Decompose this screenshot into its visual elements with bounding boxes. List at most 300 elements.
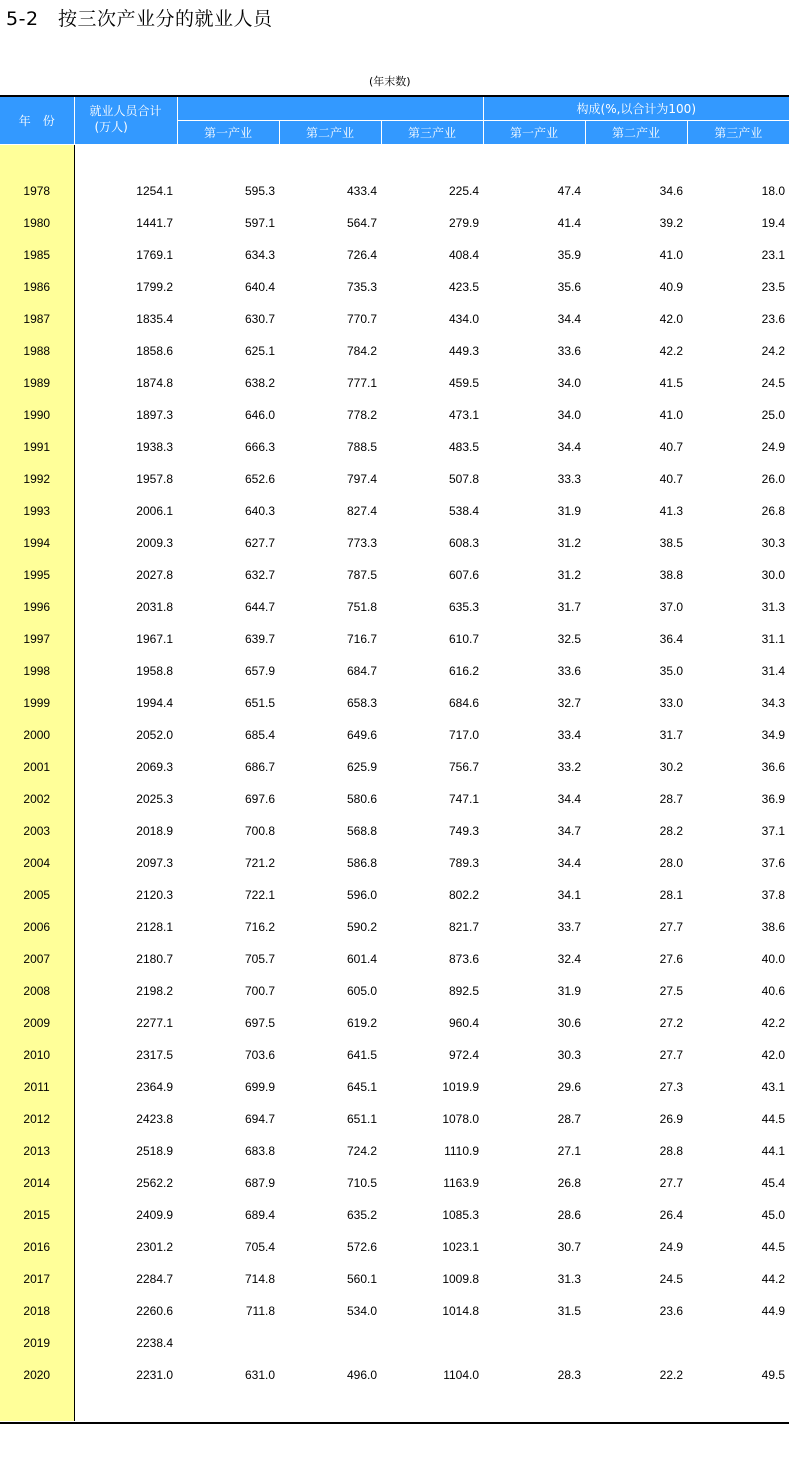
primary-share-cell: 34.4: [557, 856, 582, 870]
secondary-count-cell: 601.4: [346, 952, 377, 966]
secondary-share-cell: 24.9: [659, 1240, 684, 1254]
tertiary-count-cell: 789.3: [448, 856, 480, 870]
total-cell: 2128.1: [136, 920, 173, 934]
tertiary-count-cell: 483.5: [448, 440, 480, 454]
tertiary-share-cell: 23.1: [761, 248, 786, 262]
secondary-count-cell: 827.4: [346, 504, 377, 518]
total-cell: 1897.3: [136, 408, 173, 422]
tertiary-share-cell: 30.0: [761, 568, 786, 582]
secondary-share-cell: 41.3: [659, 504, 684, 518]
tertiary-count-cell: 608.3: [448, 536, 480, 550]
secondary-count-cell: 773.3: [346, 536, 377, 550]
tertiary-count-cell: 1009.8: [442, 1272, 480, 1286]
primary-share-cell: 28.6: [557, 1208, 582, 1222]
primary-share-cell: 34.0: [557, 408, 582, 422]
secondary-count-cell: 787.5: [346, 568, 377, 582]
table-row: [0, 559, 789, 591]
count-group-header: [177, 97, 483, 121]
secondary-share-cell: 28.0: [659, 856, 684, 870]
year-cell: 2002: [0, 783, 74, 815]
total-cell: 1835.4: [136, 312, 173, 326]
year-cell: [0, 145, 74, 176]
tertiary-count-cell: 717.0: [448, 728, 480, 742]
tertiary-share-cell: 18.0: [761, 184, 786, 198]
secondary-share-cell: 30.2: [659, 760, 684, 774]
primary-share-cell: 32.5: [557, 632, 582, 646]
primary-count-cell: 686.7: [244, 760, 275, 774]
primary-share-cell: 30.3: [557, 1048, 582, 1062]
primary-count-cell: 595.3: [244, 184, 275, 198]
primary-share-header: 第一产业: [483, 121, 585, 145]
year-cell: 1986: [0, 271, 74, 303]
year-cell: 2008: [0, 975, 74, 1007]
primary-share-cell: 31.5: [557, 1304, 582, 1318]
total-cell: 1967.1: [136, 632, 173, 646]
primary-count-cell: 714.8: [244, 1272, 275, 1286]
tertiary-count-cell: 802.2: [448, 888, 480, 902]
year-cell: 2012: [0, 1103, 74, 1135]
primary-count-header: 第一产业: [177, 121, 279, 145]
total-cell: 2198.2: [136, 984, 173, 998]
primary-count-cell: 597.1: [244, 216, 275, 230]
secondary-share-cell: 34.6: [659, 184, 684, 198]
tertiary-share-cell: 31.4: [761, 664, 786, 678]
primary-share-cell: 33.7: [557, 920, 582, 934]
table-row: [0, 719, 789, 751]
primary-count-cell: 625.1: [244, 344, 275, 358]
table-row: [0, 783, 789, 815]
tertiary-share-cell: 37.8: [761, 888, 786, 902]
total-cell: 2562.2: [136, 1176, 173, 1190]
tertiary-share-cell: 44.9: [761, 1304, 786, 1318]
primary-count-cell: 644.7: [244, 600, 275, 614]
tertiary-share-cell: 43.1: [761, 1080, 786, 1094]
tertiary-share-cell: 42.2: [761, 1016, 786, 1030]
primary-count-cell: 631.0: [244, 1368, 275, 1382]
tertiary-count-cell: 610.7: [448, 632, 480, 646]
primary-count-cell: 721.2: [244, 856, 275, 870]
total-cell: 1769.1: [136, 248, 173, 262]
tertiary-share-cell: 23.5: [761, 280, 786, 294]
spacer-cell: [74, 145, 789, 176]
table-row: [0, 1167, 789, 1199]
secondary-count-cell: 751.8: [346, 600, 377, 614]
total-cell: 1994.4: [136, 696, 173, 710]
year-cell: 2011: [0, 1071, 74, 1103]
primary-share-cell: 35.9: [557, 248, 582, 262]
total-cell: 1958.8: [136, 664, 173, 678]
primary-share-cell: 34.7: [557, 824, 582, 838]
primary-share-cell: 41.4: [557, 216, 582, 230]
tertiary-count-cell: 616.2: [448, 664, 480, 678]
year-cell: 2000: [0, 719, 74, 751]
year-header: 年 份: [0, 97, 74, 145]
secondary-share-cell: 40.7: [659, 472, 684, 486]
page-title: 5-2 按三次产业分的就业人员: [6, 8, 273, 30]
year-cell: 1987: [0, 303, 74, 335]
secondary-share-cell: 27.2: [659, 1016, 684, 1030]
secondary-count-cell: 649.6: [346, 728, 377, 742]
primary-share-cell: 33.2: [557, 760, 582, 774]
tertiary-count-cell: 749.3: [448, 824, 480, 838]
total-header-label: 就业人员合计: [89, 104, 162, 118]
tertiary-count-cell: 1104.0: [443, 1368, 480, 1382]
secondary-count-cell: 433.4: [346, 184, 377, 198]
total-cell: 2423.8: [136, 1112, 173, 1126]
employment-table-container: [0, 95, 789, 1424]
primary-share-cell: 31.2: [557, 568, 582, 582]
year-cell: 2006: [0, 911, 74, 943]
secondary-share-header: 第二产业: [585, 121, 687, 145]
secondary-count-cell: 641.5: [346, 1048, 377, 1062]
primary-share-cell: 29.6: [557, 1080, 582, 1094]
year-cell: [0, 1391, 74, 1421]
primary-count-cell: 627.7: [244, 536, 275, 550]
secondary-count-cell: 568.8: [346, 824, 377, 838]
tertiary-count-cell: 821.7: [448, 920, 480, 934]
total-cell: 2180.7: [136, 952, 173, 966]
table-row: [0, 1199, 789, 1231]
primary-count-cell: [177, 1327, 279, 1359]
spacer-row: [0, 145, 789, 176]
tertiary-share-cell: 34.9: [761, 728, 786, 742]
primary-share-cell: 33.6: [557, 344, 582, 358]
year-cell: 1994: [0, 527, 74, 559]
tertiary-share-cell: 40.0: [761, 952, 786, 966]
secondary-share-cell: 42.2: [659, 344, 684, 358]
secondary-count-cell: 625.9: [346, 760, 377, 774]
primary-count-cell: 685.4: [244, 728, 275, 742]
tertiary-share-cell: 44.2: [761, 1272, 786, 1286]
primary-count-cell: 640.4: [244, 280, 275, 294]
secondary-share-cell: 26.4: [659, 1208, 684, 1222]
primary-count-cell: 639.7: [244, 632, 275, 646]
tertiary-share-cell: 45.4: [761, 1176, 786, 1190]
secondary-share-cell: 27.3: [659, 1080, 684, 1094]
total-cell: 2277.1: [136, 1016, 173, 1030]
primary-share-cell: 30.6: [557, 1016, 582, 1030]
secondary-share-cell: 41.5: [659, 376, 684, 390]
secondary-share-cell: 28.2: [659, 824, 684, 838]
total-cell: 2301.2: [136, 1240, 173, 1254]
secondary-share-cell: 36.4: [659, 632, 684, 646]
tertiary-count-cell: 684.6: [448, 696, 480, 710]
primary-share-cell: 28.3: [557, 1368, 582, 1382]
primary-share-cell: 34.0: [557, 376, 582, 390]
secondary-count-cell: 658.3: [346, 696, 377, 710]
primary-count-cell: 700.8: [244, 824, 275, 838]
secondary-share-cell: 40.7: [659, 440, 684, 454]
primary-share-cell: 30.7: [557, 1240, 582, 1254]
year-cell: 1998: [0, 655, 74, 687]
table-row: [0, 751, 789, 783]
primary-share-cell: 34.4: [557, 792, 582, 806]
primary-count-cell: 638.2: [244, 376, 275, 390]
tertiary-share-cell: 26.8: [761, 504, 786, 518]
tertiary-count-cell: 1078.0: [442, 1112, 480, 1126]
secondary-count-cell: 596.0: [346, 888, 377, 902]
total-cell: 2317.5: [136, 1048, 173, 1062]
tertiary-count-cell: 225.4: [448, 184, 480, 198]
secondary-share-cell: 38.5: [659, 536, 684, 550]
tertiary-share-cell: 44.5: [761, 1240, 786, 1254]
tertiary-share-cell: 36.6: [761, 760, 786, 774]
secondary-share-cell: 28.7: [659, 792, 684, 806]
secondary-count-cell: 770.7: [346, 312, 377, 326]
year-cell: 1993: [0, 495, 74, 527]
table-row: [0, 1103, 789, 1135]
year-cell: 1978: [0, 175, 74, 207]
primary-count-cell: 689.4: [244, 1208, 275, 1222]
secondary-count-cell: 590.2: [346, 920, 377, 934]
table-row: [0, 239, 789, 271]
tertiary-share-cell: 49.5: [761, 1368, 786, 1382]
total-cell: 2238.4: [136, 1336, 173, 1350]
year-cell: 2016: [0, 1231, 74, 1263]
secondary-share-cell: 24.5: [659, 1272, 684, 1286]
secondary-count-cell: 651.1: [346, 1112, 377, 1126]
year-cell: 2014: [0, 1167, 74, 1199]
secondary-share-cell: 28.1: [659, 888, 684, 902]
secondary-count-cell: 564.7: [346, 216, 377, 230]
tertiary-count-cell: 538.4: [448, 504, 480, 518]
secondary-share-cell: 27.6: [659, 952, 684, 966]
secondary-count-cell: 777.1: [346, 376, 377, 390]
tertiary-count-cell: 1110.9: [444, 1144, 480, 1158]
table-row: [0, 463, 789, 495]
table-row: [0, 847, 789, 879]
tertiary-share-cell: 31.1: [761, 632, 786, 646]
primary-share-cell: 31.2: [557, 536, 582, 550]
primary-share-cell: [483, 1327, 585, 1359]
filler-cell: [74, 1391, 789, 1421]
table-row: [0, 527, 789, 559]
employment-table: [0, 97, 789, 1421]
total-cell: 1254.1: [136, 184, 173, 198]
total-cell: 1957.8: [136, 472, 173, 486]
primary-count-cell: 646.0: [244, 408, 275, 422]
year-cell: 2003: [0, 815, 74, 847]
primary-count-cell: 657.9: [244, 664, 275, 678]
total-cell: 1799.2: [136, 280, 173, 294]
secondary-share-cell: 27.7: [659, 1176, 684, 1190]
secondary-share-cell: 39.2: [659, 216, 684, 230]
table-row: [0, 303, 789, 335]
tertiary-count-cell: 960.4: [448, 1016, 480, 1030]
tertiary-share-cell: 24.2: [761, 344, 786, 358]
table-row: [0, 1039, 789, 1071]
tertiary-share-cell: 31.3: [761, 600, 786, 614]
secondary-count-cell: 710.5: [346, 1176, 377, 1190]
year-cell: 2004: [0, 847, 74, 879]
primary-count-cell: 722.1: [244, 888, 275, 902]
primary-count-cell: 652.6: [244, 472, 275, 486]
primary-count-cell: 666.3: [244, 440, 275, 454]
total-cell: 2025.3: [136, 792, 173, 806]
table-row: [0, 911, 789, 943]
secondary-share-cell: [585, 1327, 687, 1359]
secondary-count-cell: [279, 1327, 381, 1359]
tertiary-share-cell: 24.5: [761, 376, 786, 390]
table-row: [0, 815, 789, 847]
composition-header: 构成(%,以合计为100): [483, 97, 789, 121]
tertiary-count-cell: 756.7: [448, 760, 480, 774]
primary-share-cell: 33.3: [557, 472, 582, 486]
total-cell: 2364.9: [136, 1080, 173, 1094]
primary-share-cell: 31.7: [557, 600, 582, 614]
tertiary-count-cell: 279.9: [448, 216, 480, 230]
secondary-count-cell: 797.4: [346, 472, 377, 486]
primary-count-cell: 700.7: [244, 984, 275, 998]
tertiary-count-cell: 408.4: [448, 248, 480, 262]
primary-count-cell: 632.7: [244, 568, 275, 582]
secondary-count-cell: 778.2: [346, 408, 377, 422]
secondary-count-cell: 645.1: [346, 1080, 377, 1094]
table-row: [0, 975, 789, 1007]
total-cell: 2006.1: [136, 504, 173, 518]
table-row: [0, 207, 789, 239]
table-row: [0, 431, 789, 463]
table-row: [0, 335, 789, 367]
primary-count-cell: 697.6: [244, 792, 275, 806]
tertiary-share-cell: 37.1: [761, 824, 786, 838]
secondary-share-cell: 38.8: [659, 568, 684, 582]
primary-count-cell: 705.7: [244, 952, 275, 966]
secondary-count-cell: 788.5: [346, 440, 377, 454]
primary-share-cell: 34.1: [557, 888, 582, 902]
tertiary-count-cell: 434.0: [448, 312, 480, 326]
secondary-share-cell: 28.8: [659, 1144, 684, 1158]
primary-count-cell: 683.8: [244, 1144, 275, 1158]
tertiary-share-cell: 44.1: [761, 1144, 786, 1158]
primary-count-cell: 699.9: [244, 1080, 275, 1094]
table-row: [0, 1263, 789, 1295]
secondary-share-cell: 23.6: [659, 1304, 684, 1318]
year-cell: 1997: [0, 623, 74, 655]
primary-share-cell: 32.4: [557, 952, 582, 966]
primary-count-cell: 687.9: [244, 1176, 275, 1190]
year-cell: 2013: [0, 1135, 74, 1167]
year-cell: 1996: [0, 591, 74, 623]
table-row: [0, 591, 789, 623]
year-cell: 2020: [0, 1359, 74, 1391]
total-cell: 2284.7: [136, 1272, 173, 1286]
table-row: [0, 271, 789, 303]
secondary-share-cell: 26.9: [659, 1112, 684, 1126]
primary-share-cell: 47.4: [557, 184, 582, 198]
secondary-count-cell: 534.0: [346, 1304, 377, 1318]
year-cell: 1991: [0, 431, 74, 463]
tertiary-share-cell: 25.0: [761, 408, 786, 422]
table-body: [0, 145, 789, 1422]
total-cell: 1874.8: [136, 376, 173, 390]
total-cell: 2097.3: [136, 856, 173, 870]
secondary-share-cell: 35.0: [659, 664, 684, 678]
primary-share-cell: 31.3: [557, 1272, 582, 1286]
year-cell: 1989: [0, 367, 74, 399]
year-cell: 1999: [0, 687, 74, 719]
secondary-count-cell: 784.2: [346, 344, 377, 358]
total-cell: 2031.8: [136, 600, 173, 614]
tertiary-count-cell: 972.4: [448, 1048, 480, 1062]
tertiary-count-cell: 607.6: [448, 568, 480, 582]
primary-count-cell: 694.7: [244, 1112, 275, 1126]
table-row: [0, 1327, 789, 1359]
tertiary-count-cell: 459.5: [448, 376, 480, 390]
secondary-count-cell: 572.6: [346, 1240, 377, 1254]
tertiary-share-cell: 38.6: [761, 920, 786, 934]
tertiary-share-cell: 34.3: [761, 696, 786, 710]
tertiary-count-cell: 635.3: [448, 600, 480, 614]
secondary-share-cell: 37.0: [659, 600, 684, 614]
tertiary-count-header: 第三产业: [381, 121, 483, 145]
secondary-count-cell: 619.2: [346, 1016, 377, 1030]
primary-share-cell: 33.6: [557, 664, 582, 678]
primary-share-cell: 35.6: [557, 280, 582, 294]
tertiary-count-cell: 423.5: [448, 280, 480, 294]
secondary-share-cell: 40.9: [659, 280, 684, 294]
tertiary-share-cell: 42.0: [761, 1048, 786, 1062]
total-cell: 2231.0: [136, 1368, 173, 1382]
year-cell: 2007: [0, 943, 74, 975]
secondary-count-cell: 724.2: [346, 1144, 377, 1158]
secondary-count-cell: 684.7: [346, 664, 377, 678]
primary-share-cell: 34.4: [557, 440, 582, 454]
year-cell: 2009: [0, 1007, 74, 1039]
year-cell: 2001: [0, 751, 74, 783]
secondary-count-cell: 560.1: [346, 1272, 377, 1286]
total-cell: 2052.0: [136, 728, 173, 742]
secondary-count-cell: 586.8: [346, 856, 377, 870]
total-cell: 2009.3: [136, 536, 173, 550]
year-cell: 2017: [0, 1263, 74, 1295]
tertiary-share-cell: 23.6: [761, 312, 786, 326]
primary-share-cell: 27.1: [557, 1144, 582, 1158]
table-row: [0, 1135, 789, 1167]
secondary-share-cell: 33.0: [659, 696, 684, 710]
tertiary-share-cell: 40.6: [761, 984, 786, 998]
table-row: [0, 1359, 789, 1391]
table-row: [0, 367, 789, 399]
primary-count-cell: 697.5: [244, 1016, 275, 1030]
table-row: [0, 879, 789, 911]
primary-count-cell: 634.3: [244, 248, 275, 262]
table-row: [0, 1071, 789, 1103]
tertiary-count-cell: [381, 1327, 483, 1359]
total-cell: 1938.3: [136, 440, 173, 454]
secondary-share-cell: 31.7: [659, 728, 684, 742]
tertiary-share-cell: [687, 1327, 789, 1359]
table-row: [0, 495, 789, 527]
tertiary-count-cell: 1163.9: [443, 1176, 480, 1190]
year-cell: 2010: [0, 1039, 74, 1071]
table-row: [0, 687, 789, 719]
secondary-count-cell: 605.0: [346, 984, 377, 998]
filler-row: [0, 1391, 789, 1421]
tertiary-share-header: 第三产业: [687, 121, 789, 145]
primary-count-cell: 716.2: [244, 920, 275, 934]
primary-share-cell: 31.9: [557, 984, 582, 998]
year-cell: 2019: [0, 1327, 74, 1359]
year-cell: 1985: [0, 239, 74, 271]
tertiary-share-cell: 24.9: [761, 440, 786, 454]
table-row: [0, 655, 789, 687]
total-cell: 1858.6: [136, 344, 173, 358]
tertiary-share-cell: 44.5: [761, 1112, 786, 1126]
tertiary-share-cell: 37.6: [761, 856, 786, 870]
tertiary-count-cell: 473.1: [448, 408, 480, 422]
tertiary-count-cell: 1023.1: [442, 1240, 480, 1254]
